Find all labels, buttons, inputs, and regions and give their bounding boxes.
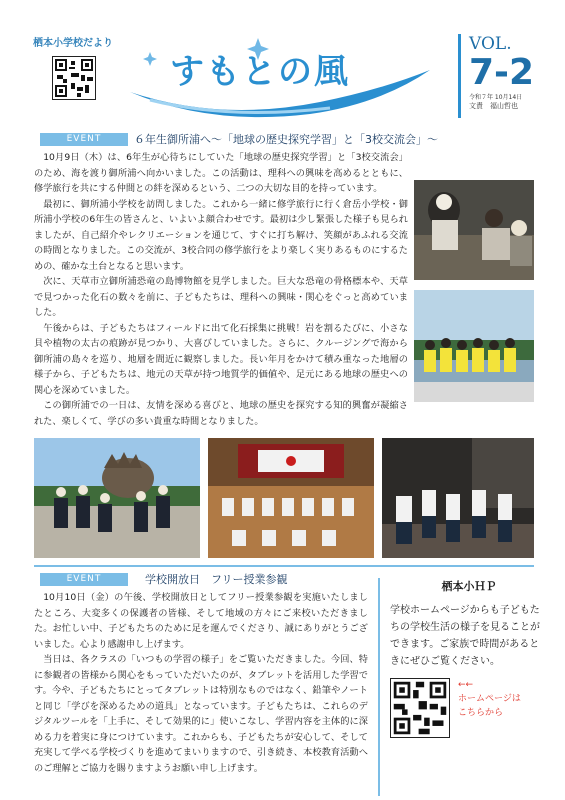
fossil-collection-photo	[414, 180, 534, 280]
section-divider	[34, 565, 534, 567]
article-paragraph: 次に、天草市立御所浦恐竜の島博物館を見学しました。巨大な恐竜の骨格標本や、天草で見つかった化石の数々を前に、子どもたちは、理科への興味・関心をぐっと高めていました。	[34, 276, 408, 318]
homepage-link-line2[interactable]: こちらから	[458, 708, 504, 718]
school-newsletter-label: 栖本小学校だより	[33, 38, 113, 49]
homepage-description: 学校ホームページからも子どもたちの学校生活の様子を見ることができます。ご家族で時間があるときにぜひご覧ください。	[390, 605, 540, 667]
homepage-info-box	[378, 578, 548, 796]
article-headline: ６年生御所浦へ～「地球の歴史探究学習」と「3校交流会」～	[134, 133, 438, 146]
homepage-title: 栖本小ＨＰ	[441, 580, 497, 593]
article-paragraph: 当日は、各クラスの「いつもの学習の様子」をご覧いただきました。今回、特に参観者の皆様から関心をもっていただいたのが、タブレットを活用した学習です。今や、子どもたちにとってタブレットは特別なものではなく、鉛筆やノートと同じ「学びを深めるための道具」となっています。子どもたちは、これらのデジタルツールを「上手に、そして効果的に」使いこなし、学習内容を主体的に深める力を着実に身につけています。これからも、子どもたちが安心して、そして充実して学べる学校づくりを進めてまいりますので、引き続き、本校教育活動へのご理解とご協力を賜りますようお願い申し上げます。	[34, 654, 368, 774]
gym-meeting-photo	[208, 438, 374, 558]
dinosaur-statue-photo	[34, 438, 200, 558]
article-headline: 学校開放日 フリー授業参観	[145, 573, 288, 586]
article-paragraph: 10月10日（金）の午後、学校開放日としてフリー授業参観を実施いたしましたところ、大変多くの保護者の皆様、そして地域の方々にご来校いただきました。お忙しい中、子どもたちのために足を運んでくださり、誠にありがとうございました。心より感謝申し上げます。	[34, 592, 368, 650]
volume-block	[458, 34, 549, 118]
homepage-qr-code-icon[interactable]	[390, 678, 450, 738]
issue-date: 令和７年 10月14日	[469, 94, 523, 101]
qr-code-icon	[52, 56, 96, 100]
article-paragraph: 午後からは、子どもたちはフィールドに出て化石採集に挑戦！岩を割るたびに、小さな貝や植物の太古の痕跡が見つかり、大喜びしていました。さらに、クルージングで海から御所浦の島々を巡り、地層を間近に観察しました。長い年月をかけて積み重なった地層の様子から、子どもたちは、地元の天草が持つ地質学的価値や、足元にある地球の歴史への関心を深めていました。	[34, 322, 408, 396]
volume-label: VOL.	[469, 34, 512, 54]
newsletter-title: すもとの風	[170, 52, 350, 92]
homepage-link-text	[458, 678, 521, 720]
issuer: 文責 福山哲也	[469, 102, 518, 110]
event-tag: EVENT	[40, 573, 128, 586]
article-body	[34, 150, 408, 429]
event-tag: EVENT	[40, 133, 128, 146]
article-body	[34, 590, 368, 776]
article-paragraph: この御所浦での一日は、友情を深める喜びと、地球の歴史を探究する知的興奮が凝縮された、楽しくて、学びの多い貴重な時間となりました。	[34, 400, 408, 427]
article-paragraph: 10月9日（木）は、6年生が心待ちにしていた「地球の歴史探究学習」と「3校交流会」のため、海を渡り御所浦へ向かいました。この活動は、理科への興味を高めるとともに、修学旅行を共にする仲間との絆を深めるという、二つの大切な目的を持っています。	[34, 152, 408, 194]
arrow-left-icon: ←←	[458, 680, 474, 690]
group-photo-at-sea	[414, 290, 534, 402]
article-paragraph: 最初に、御所浦小学校を訪問しました。これから一緒に修学旅行に行く倉岳小学校・御所浦小学校の6年生の皆さんと、いよいよ顔合わせです。最初は少し緊張した様子も見られましたが、自己紹介やレクリエーションを通じて、すぐに打ち解け、笑顔があふれる交流の時間となりました。この交流が、3校合同の修学旅行をより楽しく実りあるものにするための、確かな土台となると思います。	[34, 198, 408, 272]
homepage-link-line1[interactable]: ホームページは	[458, 694, 521, 704]
volume-number: 7-2	[469, 52, 535, 93]
homepage-link-row	[390, 678, 548, 738]
museum-visit-photo	[382, 438, 534, 558]
